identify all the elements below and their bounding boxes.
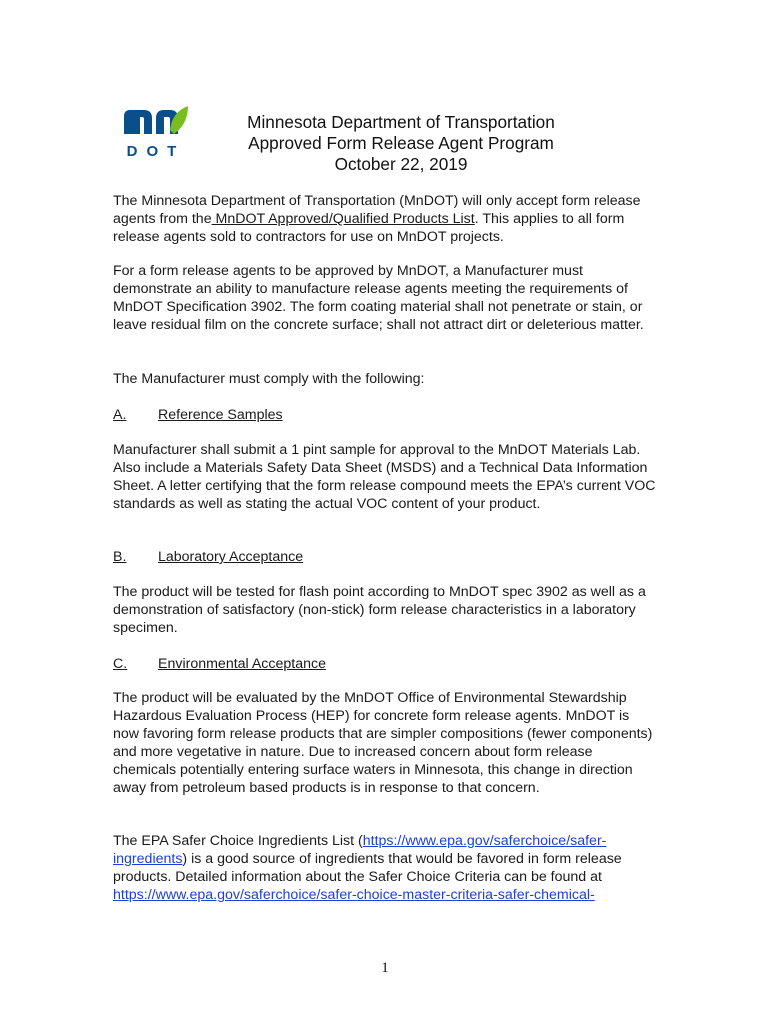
epa-paragraph [113,833,658,905]
approved-products-list-link[interactable]: MnDOT Approved/Qualified Products List [211,210,475,227]
section-letter: A. [113,407,127,423]
approval-paragraph: For a form release agents to be approved by MnDOT, a Manufacturer must demonstrate an ability to manufacture release agents meeting the requirements of MnDOT Specification 3902. The form coating material shall not penetrate or stain, or leave residual film on the concrete surface; shall not attract dirt or deleterious matter. [113,263,644,333]
section-letter: B. [113,549,127,565]
safer-ingredients-link[interactable]: https://www.epa.gov/saferchoice/safer-ingredients [113,833,607,867]
header-date: October 22, 2019 [334,154,468,174]
page-number: 1 [381,960,389,976]
section-title: Reference Samples [158,407,283,423]
section-b-paragraph: The product will be tested for flash point according to MnDOT spec 3902 as well as a demonstration of satisfactory (non-stick) form release characteristics in a laboratory specimen. [113,584,646,636]
section-c-paragraph: The product will be evaluated by the MnDOT Office of Environmental Stewardship Hazardous Evaluation Process (HEP) for concrete form release agents. MnDOT is now favoring form release products that are simpler compositions (fewer components) and more vegetative in nature. Due to increased concern about form release chemicals potentially entering surface waters in Minnesota, this change in direction away from petroleum based products is in response to that concern. [113,690,653,796]
header-agency: Minnesota Department of Transportation [247,112,555,132]
epa-text-before: The EPA Safer Choice Ingredients List ( [113,833,363,849]
safer-choice-criteria-link[interactable]: https://www.epa.gov/saferchoice/safer-choice-master-criteria-safer-chemical- [113,886,595,903]
section-title: Laboratory Acceptance [158,549,304,565]
section-heading-b [113,548,303,566]
mndot-logo [122,104,190,160]
document-header [236,112,566,175]
section-heading-a [113,406,283,424]
intro-text-after: . This applies to all form release agents sold to contractors for use on MnDOT projects. [113,210,625,245]
section-letter: C. [113,656,128,672]
intro-paragraph [113,193,658,247]
epa-text-middle: ) is a good source of ingredients that would be favored in form release products. Detailed information about the Safer Choice Criteria can be found at [113,850,622,885]
header-program: Approved Form Release Agent Program [248,133,554,153]
logo-leaf-shape [170,106,188,134]
intro-text-before: The Minnesota Department of Transportation (MnDOT) will only accept form release agents from the [113,193,641,227]
logo-dot-text: DOT [126,143,186,160]
section-heading-c [113,655,326,673]
comply-paragraph: The Manufacturer must comply with the following: [113,371,425,387]
section-title: Environmental Acceptance [158,656,326,672]
logo-m-shape [124,110,152,134]
section-a-paragraph: Manufacturer shall submit a 1 pint sample for approval to the MnDOT Materials Lab. Also include a Materials Safety Data Sheet (MSDS) and a Technical Data Information Sheet. A letter certifying that the form release compound meets the EPA’s current VOC standards as well as stating the actual VOC content of your product. [113,442,656,512]
